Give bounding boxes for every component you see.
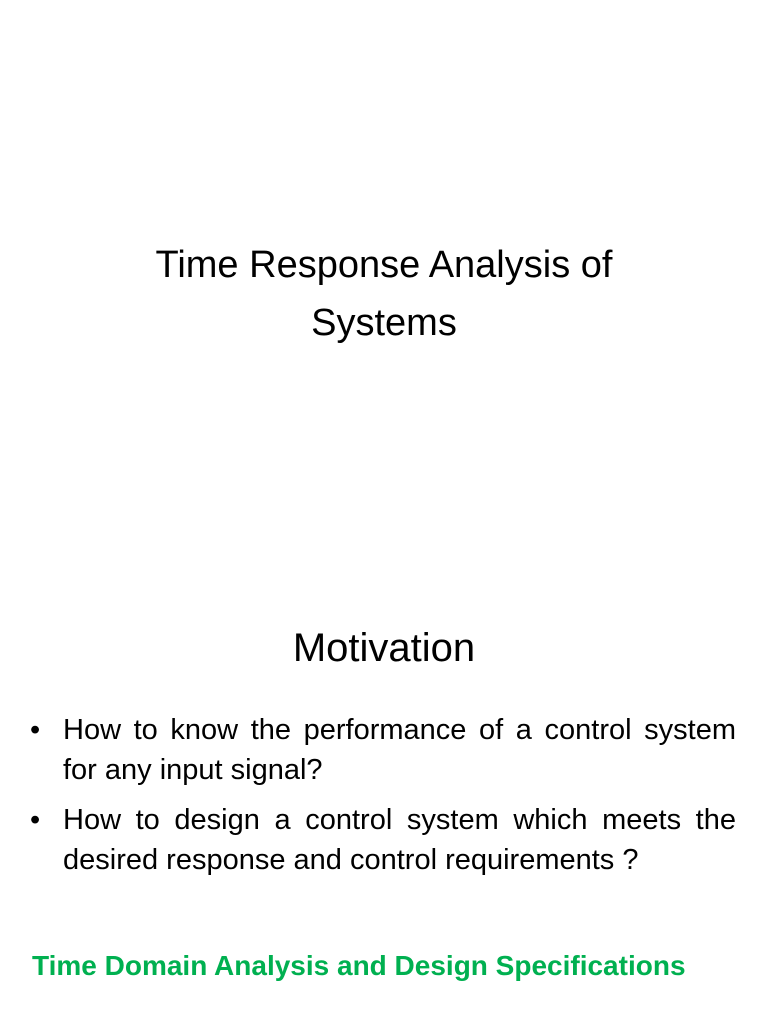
bullet-item xyxy=(30,800,736,880)
bullet-marker: • xyxy=(30,714,41,746)
bullet-text: How to know the performance of a control system for any input signal? xyxy=(63,714,736,786)
slide-title-line-2: Systems xyxy=(311,302,457,344)
slide-title xyxy=(96,236,672,352)
bullet-item xyxy=(30,710,736,790)
motivation-heading: Motivation xyxy=(292,626,476,670)
bullet-marker: • xyxy=(30,804,41,836)
bullet-list xyxy=(30,710,736,890)
bullet-text: How to design a control system which meets the desired response and control requirements ? xyxy=(63,804,736,876)
slide-title-line-1: Time Response Analysis of xyxy=(155,244,613,286)
motivation-slide xyxy=(0,576,768,1024)
section-footer-heading: Time Domain Analysis and Design Specifications xyxy=(32,950,686,981)
